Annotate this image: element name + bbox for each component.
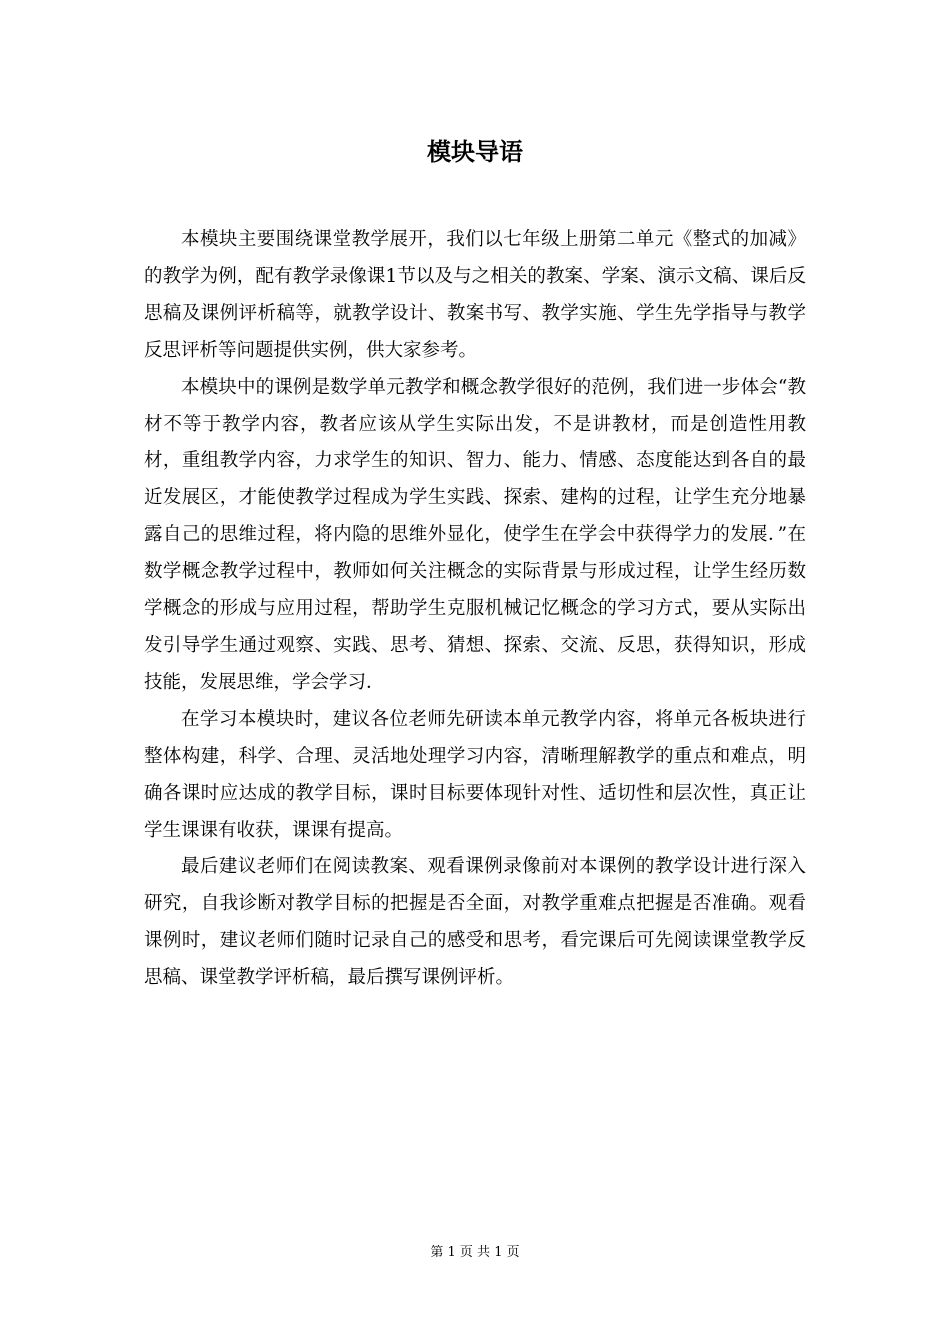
paragraph-4: 最后建议老师们在阅读教案、观看课例录像前对本课例的教学设计进行深入研究，自我诊断对教学目标的把握是否全面，对教学重难点把握是否准确。观看课例时，建议老师们随时记录自己的感受和思考，看完课后可先阅读课堂教学反思稿、课堂教学评析稿，最后撰写课例评析。 [144, 856, 806, 989]
page-title: 模块导语 [427, 138, 523, 166]
paragraph-3: 在学习本模块时，建议各位老师先研读本单元教学内容，将单元各板块进行整体构建，科学、合理、灵活地处理学习内容，清晰理解教学的重点和难点，明确各课时应达成的教学目标，课时目标要体现针对性、适切性和层次性，真正让学生课课有收获，课课有提高。 [144, 708, 806, 841]
paragraph-1: 本模块主要围绕课堂教学展开，我们以七年级上册第二单元《整式的加减》的教学为例，配有教学录像课1节以及与之相关的教案、学案、演示文稿、课后反思稿及课例评析稿等，就教学设计、教案书写、教学实施、学生先学指导与教学反思评析等问题提供实例，供大家参考。 [144, 229, 806, 361]
document-body [144, 222, 806, 997]
page-footer: 第 1 页 共 1 页 [430, 1245, 520, 1260]
paragraph-2: 本模块中的课例是数学单元教学和概念教学很好的范例，我们进一步体会“教材不等于教学内容，教者应该从学生实际出发，不是讲教材，而是创造性用教材，重组教学内容，力求学生的知识、智力、能力、情感、态度能达到各自的最近发展区，才能使教学过程成为学生实践、探索、建构的过程，让学生充分地暴露自己的思维过程，将内隐的思维外显化，使学生在学会中获得学力的发展．”在数学概念教学过程中，教师如何关注概念的实际背景与形成过程，让学生经历数学概念的形成与应用过程，帮助学生克服机械记忆概念的学习方式，要从实际出发引导学生通过观察、实践、思考、猜想、探索、交流、反思，获得知识，形成技能，发展思维，学会学习． [144, 376, 806, 693]
